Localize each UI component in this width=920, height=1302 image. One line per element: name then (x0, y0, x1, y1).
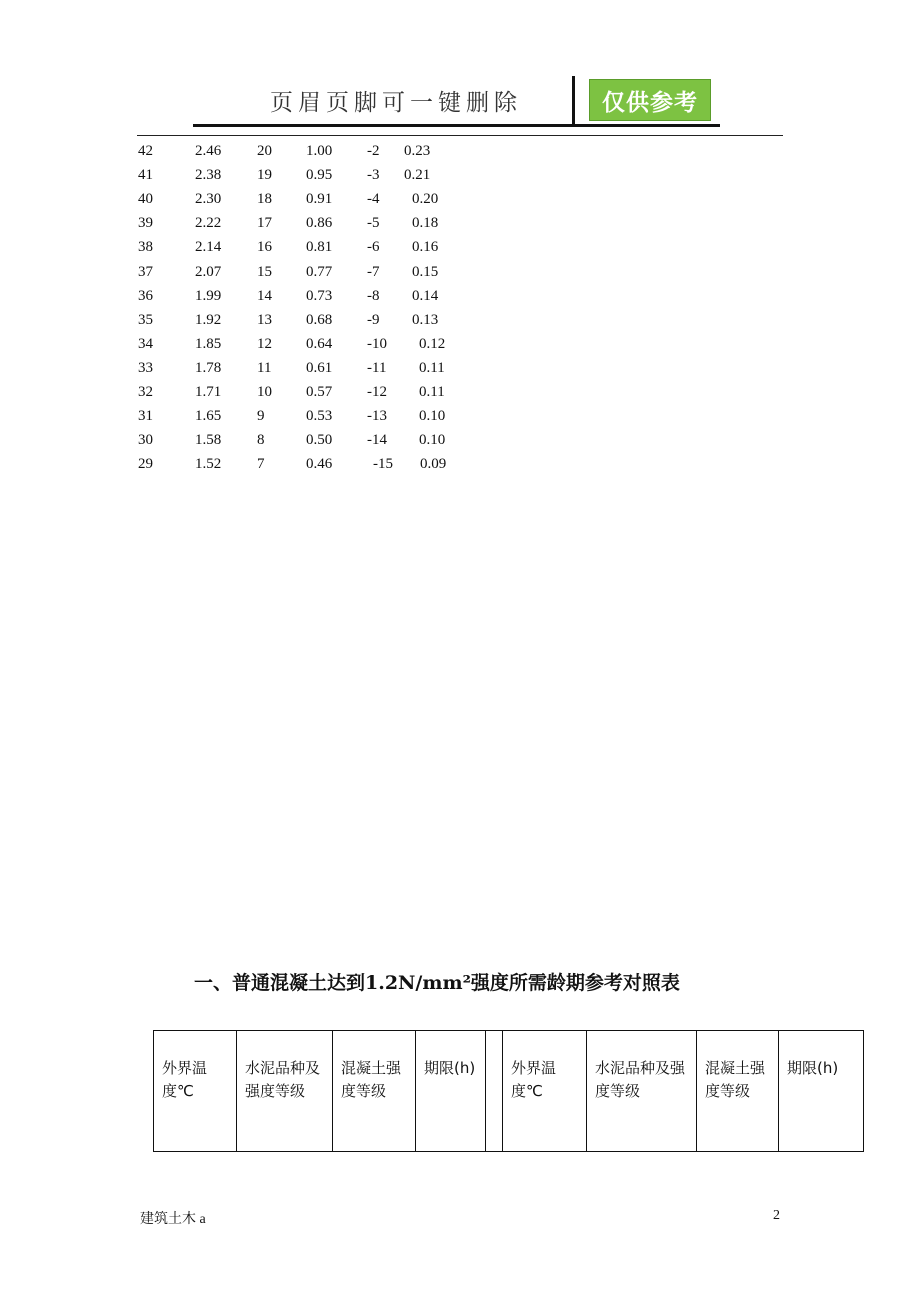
data-cell: 8 (257, 432, 265, 449)
data-cell: 14 (257, 287, 272, 304)
data-cell: -15 (373, 456, 393, 473)
data-cell: 0.16 (412, 239, 439, 256)
data-cell: -4 (367, 191, 380, 208)
data-cell: 0.10 (419, 432, 446, 449)
data-cell: 34 (138, 335, 153, 352)
data-cell: 37 (138, 263, 153, 280)
table-header-cell: 水泥品种及强度等级 (587, 1031, 697, 1152)
header-text: 页眉页脚可一键删除 (270, 90, 522, 116)
data-cell: 0.61 (306, 359, 333, 376)
data-cell: 32 (138, 384, 153, 400)
data-cell: 33 (138, 359, 153, 376)
data-cell: 0.64 (306, 335, 333, 352)
data-cell: -13 (367, 408, 387, 425)
data-cell: -2 (367, 143, 380, 159)
data-cell: 0.15 (412, 263, 439, 280)
data-cell: -12 (367, 384, 387, 400)
data-cell: 11 (257, 359, 272, 376)
data-cell: 39 (138, 215, 153, 232)
data-cell: 19 (257, 167, 272, 184)
table-header-cell: 外界温度℃ (154, 1031, 237, 1152)
table-header-cell: 期限(h) (416, 1031, 486, 1152)
data-cell: 0.23 (404, 143, 431, 159)
table-header-cell: 水泥品种及强度等级 (237, 1031, 333, 1152)
data-cell: 0.77 (306, 263, 333, 280)
data-cell: 40 (138, 191, 153, 208)
data-cell: 20 (257, 143, 272, 159)
table-header-cell: 混凝土强度等级 (697, 1031, 779, 1152)
data-cell: 38 (138, 239, 153, 256)
table-header-row (154, 1031, 864, 1152)
page-number: 2 (773, 1208, 780, 1223)
data-cell: 30 (138, 432, 153, 449)
table-header-cell: 混凝土强度等级 (333, 1031, 416, 1152)
data-cell: 1.92 (195, 311, 222, 328)
data-cell: 1.00 (306, 143, 333, 159)
data-cell: 36 (138, 287, 153, 304)
reference-table (153, 1030, 864, 1152)
data-cell: -3 (367, 167, 380, 184)
data-cell: -5 (367, 215, 380, 232)
data-cell: 15 (257, 263, 272, 280)
data-cell: 1.85 (195, 335, 222, 352)
data-cell: 1.78 (195, 359, 222, 376)
data-cell: 0.46 (306, 456, 333, 473)
data-cell: 7 (257, 456, 265, 473)
data-cell: 0.91 (306, 191, 333, 208)
data-cell: 1.52 (195, 456, 222, 473)
data-cell: 10 (257, 384, 272, 400)
data-cell: 0.95 (306, 167, 333, 184)
data-cell: 18 (257, 191, 272, 208)
data-cell: 0.18 (412, 215, 439, 232)
data-cell: 1.99 (195, 287, 222, 304)
data-cell: 2.38 (195, 167, 222, 184)
data-cell: -7 (367, 263, 380, 280)
section-title: 一、普通混凝土达到1.2N/mm²强度所需龄期参考对照表 (194, 972, 680, 994)
data-cell: -8 (367, 287, 380, 304)
data-cell: 1.58 (195, 432, 222, 449)
table-spacer-cell (486, 1031, 503, 1152)
data-cell: 0.14 (412, 287, 439, 304)
data-cell: -11 (367, 359, 387, 376)
table-header-cell: 期限(h) (779, 1031, 864, 1152)
reference-only-badge: 仅供参考 (589, 79, 711, 121)
data-cell: 9 (257, 408, 265, 425)
data-cell: 41 (138, 167, 153, 184)
data-cell: -9 (367, 311, 380, 328)
data-cell: 1.65 (195, 408, 222, 425)
data-cell: -14 (367, 432, 387, 449)
data-cell: 2.30 (195, 191, 222, 208)
data-cell: 2.07 (195, 263, 222, 280)
header-underline (193, 124, 720, 127)
data-cell: 0.53 (306, 408, 333, 425)
data-cell: 42 (138, 143, 153, 159)
data-cell: 35 (138, 311, 153, 328)
data-cell: 0.73 (306, 287, 333, 304)
data-cell: -10 (367, 335, 387, 352)
footer-text: 建筑土木 a (140, 1212, 206, 1227)
data-cell: 0.11 (419, 384, 445, 400)
data-cell: 0.11 (419, 359, 445, 376)
data-cell: 2.22 (195, 215, 222, 232)
data-cell: 0.21 (404, 167, 431, 184)
data-cell: 0.86 (306, 215, 333, 232)
data-cell: -6 (367, 239, 380, 256)
data-cell: 0.57 (306, 384, 333, 400)
data-cell: 0.12 (419, 335, 446, 352)
data-cell: 13 (257, 311, 272, 328)
data-cell: 0.68 (306, 311, 333, 328)
data-cell: 31 (138, 408, 153, 425)
data-cell: 2.46 (195, 143, 222, 159)
data-cell: 17 (257, 215, 272, 232)
data-cell: 0.09 (420, 456, 447, 473)
header-divider (572, 76, 575, 126)
data-cell: 0.10 (419, 408, 446, 425)
data-cell: 0.20 (412, 191, 439, 208)
data-cell: 12 (257, 335, 272, 352)
data-cell: 0.13 (412, 311, 439, 328)
header-rule (137, 135, 783, 136)
data-cell: 29 (138, 456, 153, 473)
data-cell: 0.81 (306, 239, 333, 256)
data-cell: 2.14 (195, 239, 222, 256)
data-cell: 16 (257, 239, 272, 256)
table-header-cell: 外界温度℃ (503, 1031, 587, 1152)
data-cell: 0.50 (306, 432, 333, 449)
data-cell: 1.71 (195, 384, 222, 400)
